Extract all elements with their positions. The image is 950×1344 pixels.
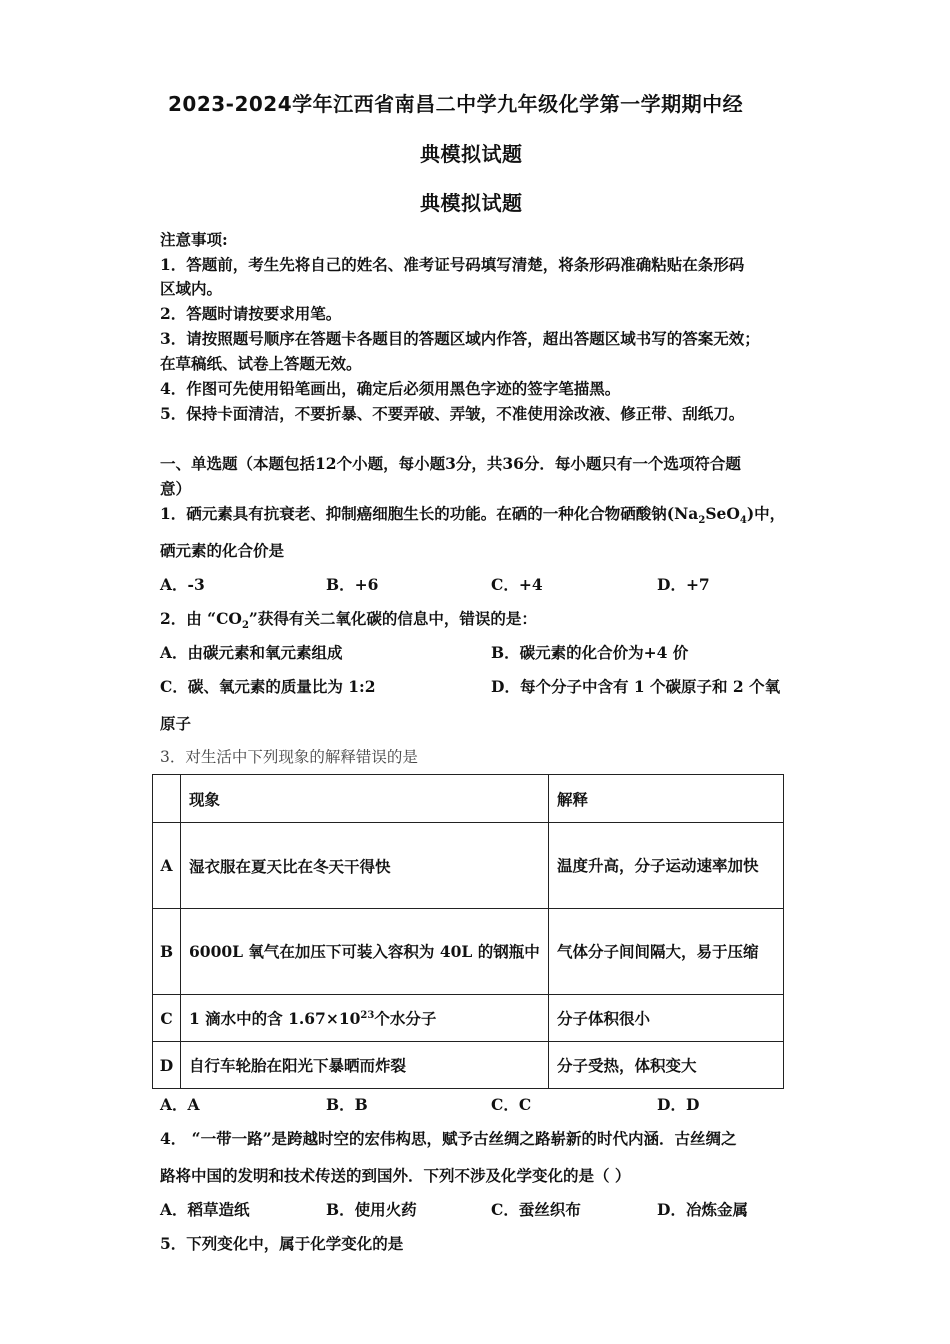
q1-option-c[interactable]: C．+4 <box>491 575 543 594</box>
q2-option-d[interactable]: D．每个分子中含有 1 个碳原子和 2 个氧 <box>491 677 781 696</box>
table-row <box>153 995 784 1042</box>
section-heading-a: 一、单选题（本题包括12个小题，每小题3分，共36分．每小题只有一个选项符合题 <box>160 454 741 473</box>
selenate-part: SeO <box>705 504 740 523</box>
q4-option-c[interactable]: C．蚕丝织布 <box>491 1200 581 1219</box>
question-5-text: 5．下列变化中，属于化学变化的是 <box>160 1234 404 1253</box>
q1-option-b[interactable]: B．+6 <box>326 575 379 594</box>
question-1-text-end: )中， <box>746 504 786 523</box>
row-phenomenon: 自行车轮胎在阳光下暴晒而炸裂 <box>181 1042 549 1089</box>
table-row <box>153 823 784 909</box>
q2-option-b[interactable]: B．碳元素的化合价为+4 价 <box>491 643 689 662</box>
question-2-text-a: 2．由 “CO <box>160 609 242 628</box>
q4-option-d[interactable]: D．冶炼金属 <box>657 1200 748 1219</box>
notice-item-4: 4．作图可先使用铅笔画出，确定后必须用黑色字迹的签字笔描黑。 <box>160 379 621 398</box>
row-explanation: 分子受热，体积变大 <box>549 1042 784 1089</box>
notice-item-2: 2．答题时请按要求用笔。 <box>160 304 342 323</box>
row-explanation: 温度升高，分子运动速率加快 <box>549 823 784 909</box>
question-1-text-b: 硒元素的化合价是 <box>160 541 285 560</box>
notice-item-1b: 区域内。 <box>160 279 223 298</box>
q3-option-a[interactable]: A．A <box>160 1095 200 1114</box>
q2-option-a[interactable]: A．由碳元素和氧元素组成 <box>160 643 343 662</box>
question-1-text-part: 1．硒元素具有抗衰老、抑制癌细胞生长的功能。在硒的一种化合物硒酸钠(Na <box>160 504 699 523</box>
table-header-row <box>153 775 784 823</box>
question-2-text-b: ”获得有关二氧化碳的信息中，错误的是： <box>248 609 537 628</box>
q2-option-c[interactable]: C．碳、氧元素的质量比为 1:2 <box>160 677 376 696</box>
q2-option-d-continued: 原子 <box>160 714 192 733</box>
oxygen-subscript: 4 <box>739 515 747 527</box>
row-phenomenon: 6000L 氧气在加压下可装入容积为 40L 的钢瓶中 <box>181 909 549 995</box>
question-3-text: 3．对生活中下列现象的解释错误的是 <box>160 748 418 766</box>
exam-title-line2: 典模拟试题 <box>420 142 523 166</box>
question-4-text-b: 路将中国的发明和技术传送的到国外．下列不涉及化学变化的是（ ） <box>160 1166 631 1185</box>
row-tag: D <box>153 1042 181 1089</box>
question-2-text <box>160 607 537 631</box>
row-tag: A <box>153 823 181 909</box>
row-explanation: 分子体积很小 <box>549 995 784 1042</box>
notice-item-5: 5．保持卡面清洁，不要折暴、不要弄破、弄皱，不准使用涂改液、修正带、刮纸刀。 <box>160 404 745 423</box>
q3-option-c[interactable]: C．C <box>491 1095 532 1114</box>
row-tag: C <box>153 995 181 1042</box>
sodium-subscript: 2 <box>698 515 706 527</box>
exam-title-line3: 典模拟试题 <box>420 191 523 215</box>
notice-item-1a: 1．答题前，考生先将自己的姓名、准考证号码填写清楚，将条形码准确粘贴在条形码 <box>160 255 745 274</box>
table-header-phenomenon: 现象 <box>181 775 549 823</box>
q4-option-b[interactable]: B．使用火药 <box>326 1200 417 1219</box>
row-tag: B <box>153 909 181 995</box>
notice-heading: 注意事项: <box>160 230 228 249</box>
notice-item-3a: 3．请按照题号顺序在答题卡各题目的答题区域内作答，超出答题区域书写的答案无效； <box>160 329 760 348</box>
table-header-explanation: 解释 <box>549 775 784 823</box>
table-row <box>153 909 784 995</box>
q1-option-a[interactable]: A．-3 <box>160 575 205 594</box>
row-phenomenon-b: 个水分子 <box>374 1009 437 1028</box>
row-phenomenon-a: 1 滴水中的含 1.67×10 <box>189 1009 361 1028</box>
row-phenomenon: 湿衣服在夏天比在冬天干得快 <box>181 823 549 909</box>
table-row <box>153 1042 784 1089</box>
q4-option-a[interactable]: A．稻草造纸 <box>160 1200 250 1219</box>
section-heading-b: 意） <box>160 479 192 498</box>
row-phenomenon <box>181 995 549 1042</box>
co2-subscript: 2 <box>241 620 249 632</box>
question-4-text-a: 4． “一带一路”是跨越时空的宏伟构思，赋予古丝绸之路崭新的时代内涵．古丝绸之 <box>160 1129 737 1148</box>
q3-option-b[interactable]: B．B <box>326 1095 368 1114</box>
q3-option-d[interactable]: D．D <box>657 1095 700 1114</box>
row-explanation: 气体分子间间隔大，易于压缩 <box>549 909 784 995</box>
question-1-text-a <box>160 502 785 526</box>
notice-item-3b: 在草稿纸、试卷上答题无效。 <box>160 354 362 373</box>
question-3-table <box>152 774 784 1089</box>
q1-option-d[interactable]: D．+7 <box>657 575 710 594</box>
exponent: 23 <box>360 1009 375 1021</box>
exam-title-line1: 2023-2024学年江西省南昌二中学九年级化学第一学期期中经 <box>168 92 744 116</box>
table-header-empty <box>153 775 181 823</box>
